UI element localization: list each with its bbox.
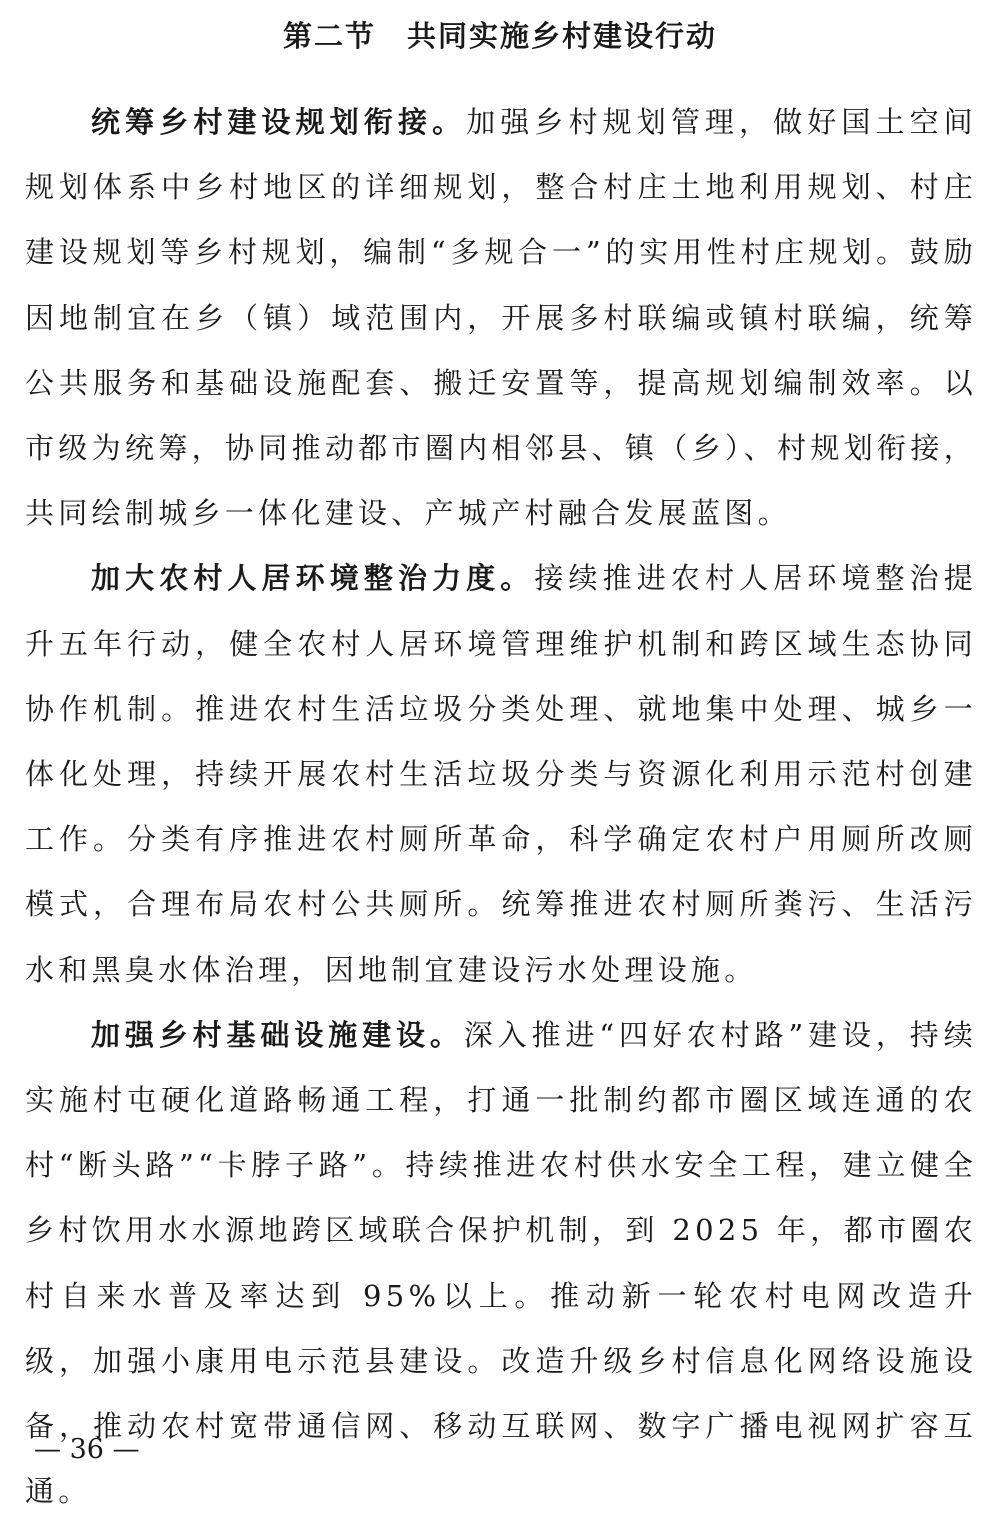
paragraph-body: 深入推进“四好农村路”建设，持续实施村屯硬化道路畅通工程，打通一批制约都市圈区域连通的农村“断头路”“卡脖子路”。持续推进农村供水安全工程，建立健全乡村饮用水水源地跨区域联合保护机制，到 2025 年，都市圈农村自来水普及率达到 95%以上。推动新一轮农村电网改造升级，加强小康用电示范县建设。改造升级乡村信息化网络设施设备，推动农村宽带通信网、移动互联网、数字广播电视网扩容互通。: [25, 1017, 977, 1509]
page-number: — 36 —: [34, 1434, 140, 1465]
paragraph-body: 加强乡村规划管理，做好国土空间规划体系中乡村地区的详细规划，整合村庄土地利用规划、村庄建设规划等乡村规划，编制“多规合一”的实用性村庄规划。鼓励因地制宜在乡（镇）域范围内，开展多村联编或镇村联编，统筹公共服务和基础设施配套、搬迁安置等，提高规划编制效率。以市级为统筹，协同推动都市圈内相邻县、镇（乡）、村规划衔接，共同绘制城乡一体化建设、产城产村融合发展蓝图。: [25, 105, 977, 531]
paragraph-body: 接续推进农村人居环境整治提升五年行动，健全农村人居环境管理维护机制和跨区域生态协同协作机制。推进农村生活垃圾分类处理、就地集中处理、城乡一体化处理，持续开展农村生活垃圾分类与资源化利用示范村创建工作。分类有序推进农村厕所革命，科学确定农村户用厕所改厕模式，合理布局农村公共厕所。统筹推进农村厕所粪污、生活污水和黑臭水体治理，因地制宜建设污水处理设施。: [25, 561, 977, 987]
paragraph-planning: [25, 90, 977, 546]
paragraph-lead-heading: 加强乡村基础设施建设。: [91, 1017, 464, 1052]
paragraph-lead-heading: 统筹乡村建设规划衔接。: [91, 105, 467, 139]
paragraph-infrastructure: [25, 1003, 977, 1524]
paragraph-environment: [25, 546, 977, 1002]
paragraph-lead-heading: 加大农村人居环境整治力度。: [91, 561, 535, 596]
body-text: [25, 90, 977, 1524]
section-title: 第二节 共同实施乡村建设行动: [282, 19, 717, 53]
